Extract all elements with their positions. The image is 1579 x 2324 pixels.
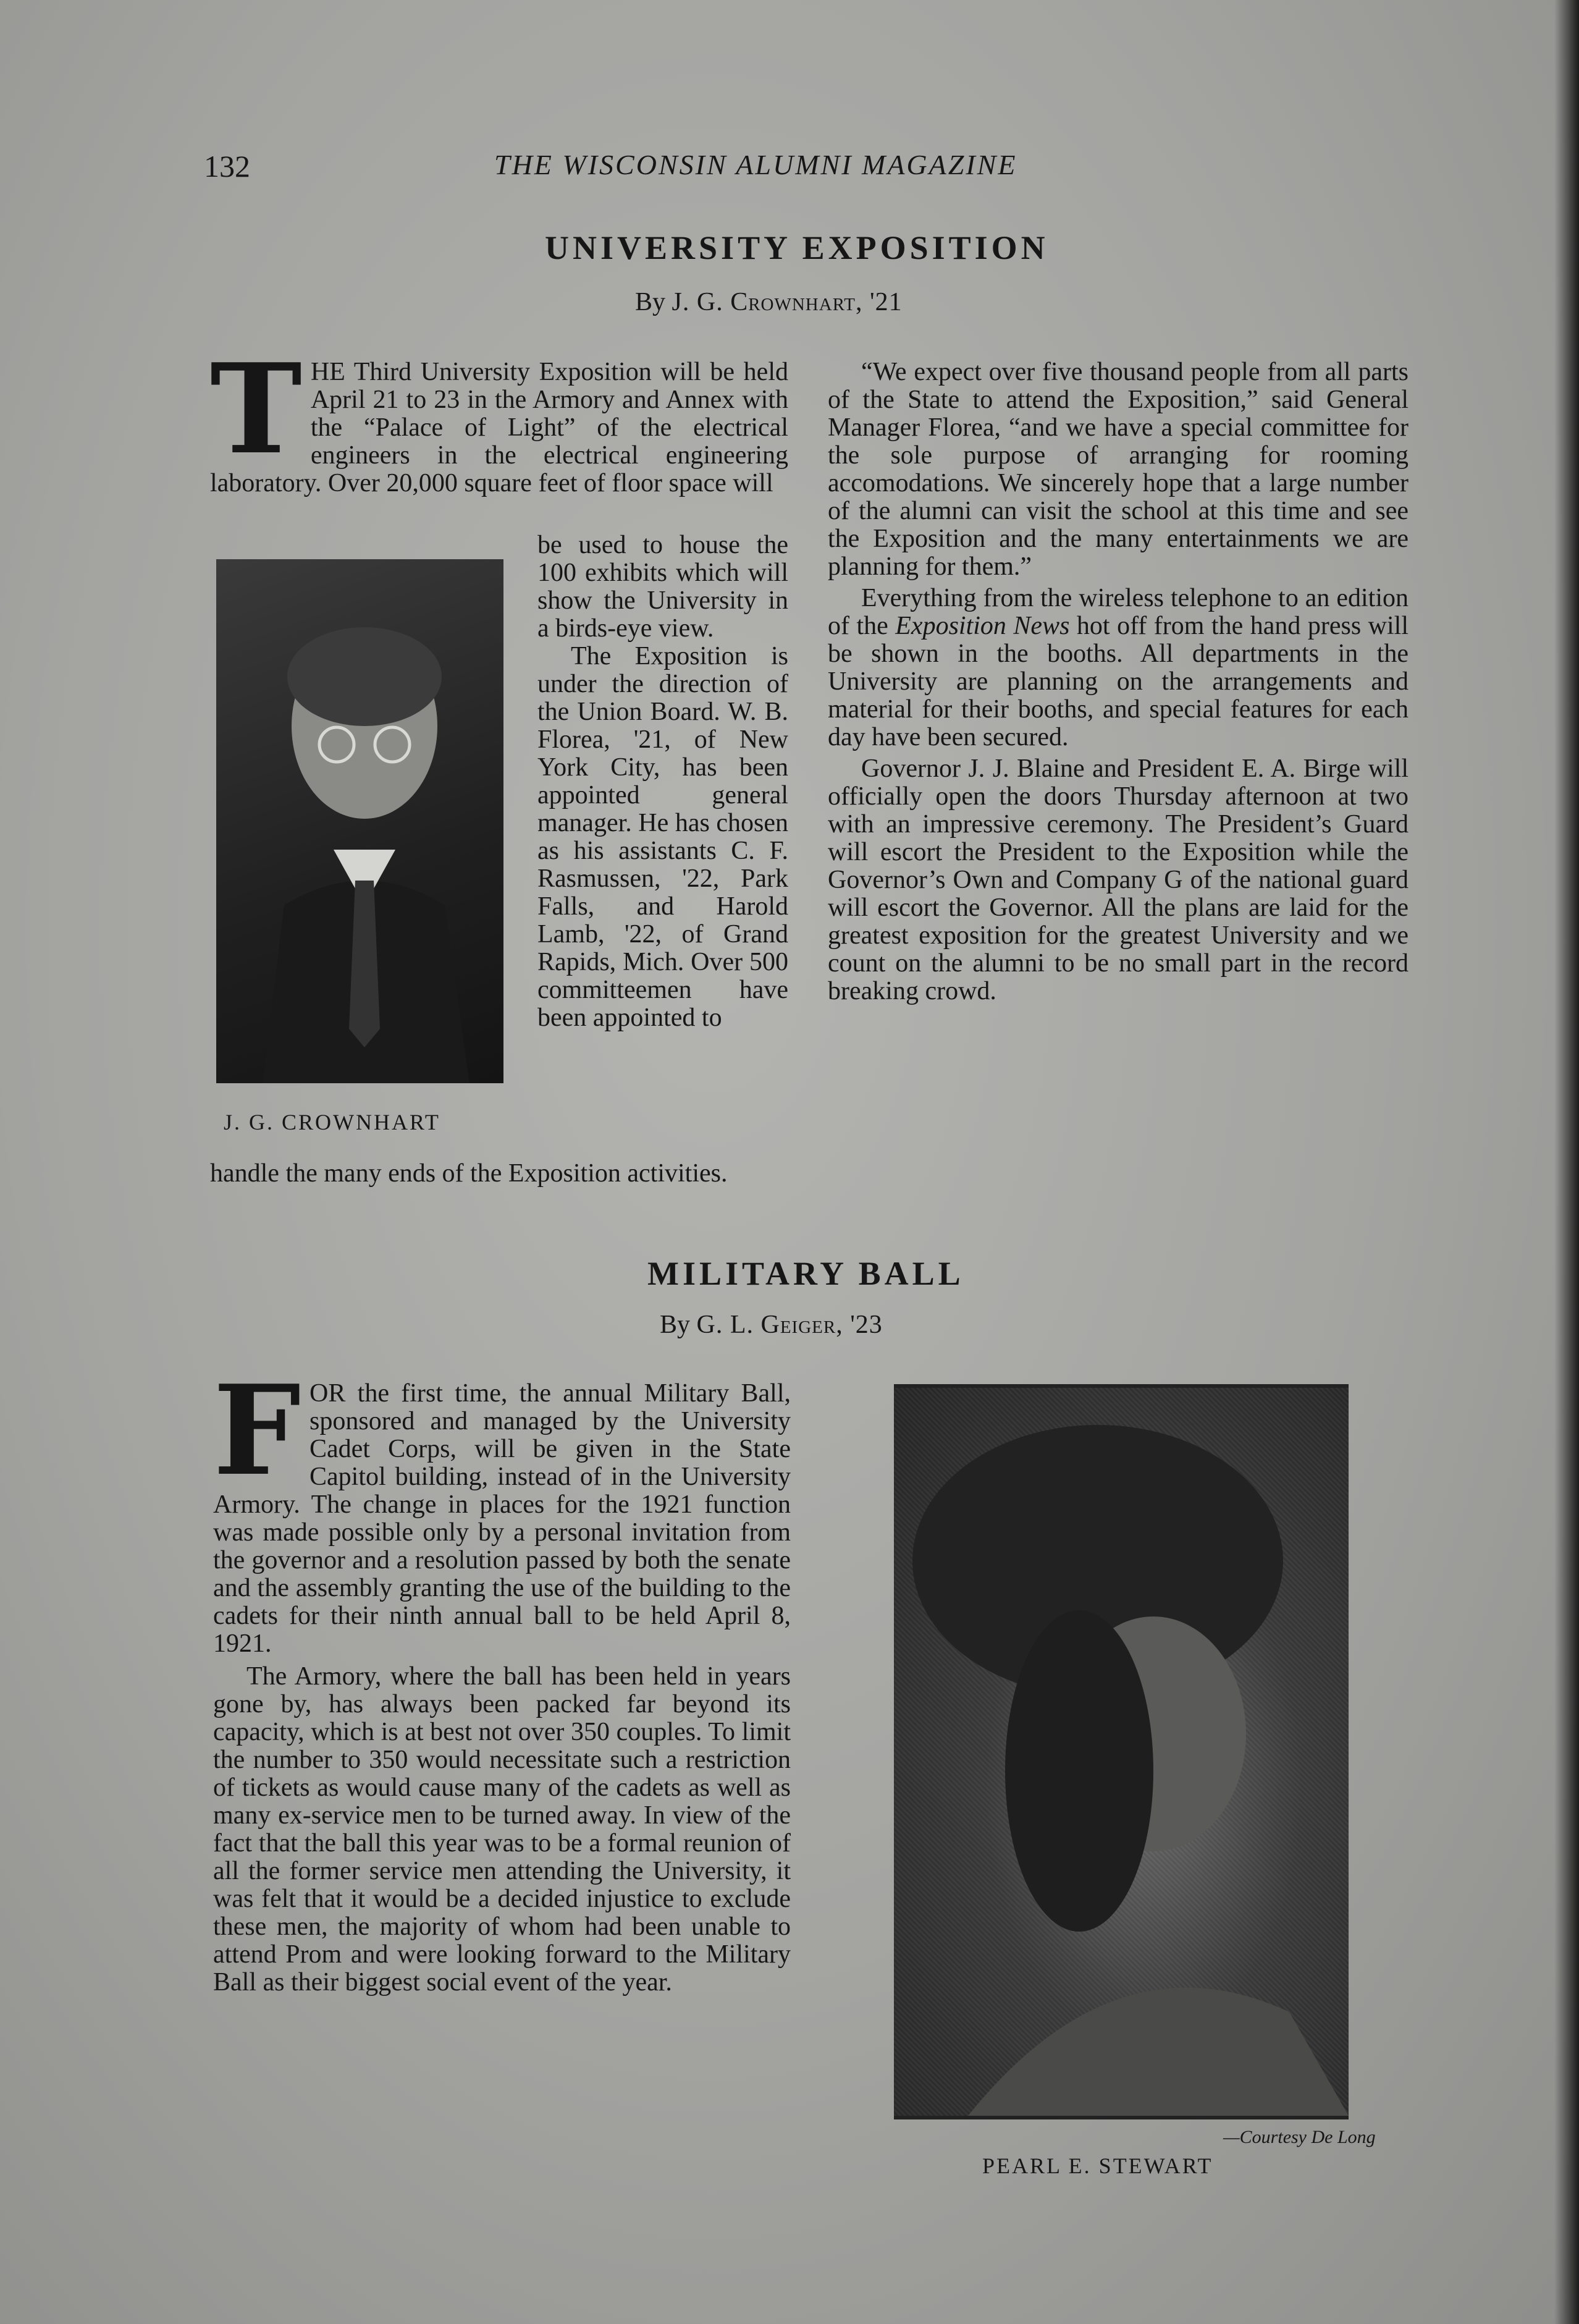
page-edge-shadow — [1554, 0, 1579, 2324]
exposition-intro: HE Third University Exposition will be held April 21 to 23 in the Armory and Annex with the “Palace of Light” of the electrical engineers in the electrical engineering laboratory. Over 20,000 square feet of floor space will — [210, 358, 788, 497]
right-paragraph-2: Everything from the wireless telephone to an edition of the Exposition News hot off from the hand press will be shown in the booths. All departments in the University are planning on the arrangements and material for their booths, and special features for each day have been secured. — [828, 584, 1408, 751]
page-number: 132 — [204, 149, 250, 184]
military-paragraph-1: OR the first time, the annual Military Ball, sponsored and managed by the University Cadet Corps, will be given in the State Capitol building, instead of in the University Armory. The change in places for the 1921 function was made possible only by a personal invitation from the governor and a resolution passed by both the senate and the assembly granting the use of the building to the cadets for their ninth annual ball to be held April 8, 1921. — [213, 1379, 791, 1658]
side-paragraph-2: The Exposition is under the direction of the Union Board. W. B. Florea, '21, of New York City, has been appointed general manager. He has chosen as his assistants C. F. Rasmussen, '22, Park Falls, and Harold Lamb, '22, of Grand Rapids, Mich. Over 500 committeemen have been appointed to — [537, 642, 788, 1032]
exposition-dropcap: T — [210, 337, 302, 482]
military-paragraph-2: The Armory, where the ball has been held in years gone by, has always been packed far beyond its capacity, which is at best not over 350 couples. To limit the number to 350 would necessitate such a restriction of tickets as would cause many of the cadets as well as many ex-service men to be turned away. In view of the fact that the ball this year was to be a formal reunion of all the former service men attending the University, it was felt that it would be a decided injustice to exclude these men, the majority of whom had been unable to attend Prom and were looking forward to the Military Ball as their biggest social event of the year. — [213, 1662, 791, 1997]
crownhart-photo — [216, 559, 503, 1083]
right-paragraph-1: “We expect over five thousand people from all parts of the State to attend the Exposition,” said General Manager Florea, “and we have a special committee for the sole purpose of arranging for rooming accomodations. We sincerely hope that a large number of the alumni can visit the school at this time and see the Exposition and the many entertainments we are planning for them.” — [828, 358, 1408, 581]
magazine-title: THE WISCONSIN ALUMNI MAGAZINE — [494, 149, 1017, 180]
portrait-illustration — [894, 1388, 1349, 2116]
byline-author: J. G. Crownhart, '21 — [672, 288, 903, 316]
exposition-title: UNIVERSITY EXPOSITION — [545, 229, 1049, 266]
exposition-right-column — [828, 358, 1408, 1005]
military-dropcap: F — [213, 1358, 301, 1503]
byline-prefix: By — [660, 1311, 691, 1339]
exposition-intro-text — [210, 337, 788, 538]
stewart-caption: PEARL E. STEWART — [982, 2153, 1213, 2178]
exposition-side-text — [537, 531, 788, 1149]
exposition-byline — [635, 287, 903, 317]
military-byline — [660, 1310, 883, 1340]
military-title: MILITARY BALL — [647, 1255, 964, 1292]
military-left-column — [213, 1358, 791, 1997]
exposition-bottom-text: handle the many ends of the Exposition activities. — [210, 1159, 728, 1188]
byline-author: G. L. Geiger, '23 — [696, 1311, 883, 1339]
photo-credit: —Courtesy De Long — [1223, 2127, 1376, 2147]
right-paragraph-3: Governor J. J. Blaine and President E. A. Birge will officially open the doors Thursday afternoon at two with an impressive ceremony. The President’s Guard will escort the President to the Exposition while the Governor’s Own and Company G of the national guard will escort the Governor. All the plans are laid for the greatest exposition for the greatest University and we count on the alumni to be no small part in the record breaking crowd. — [828, 754, 1408, 1005]
crownhart-caption: J. G. CROWNHART — [224, 1110, 440, 1135]
stewart-photo — [894, 1384, 1349, 2119]
side-paragraph-1: be used to house the 100 exhibits which will show the University in a birds-eye view. — [537, 531, 788, 643]
portrait-illustration — [216, 559, 503, 1083]
exposition-news-italic: Exposition News — [895, 612, 1070, 640]
running-header — [204, 148, 1415, 192]
byline-prefix: By — [635, 288, 666, 316]
